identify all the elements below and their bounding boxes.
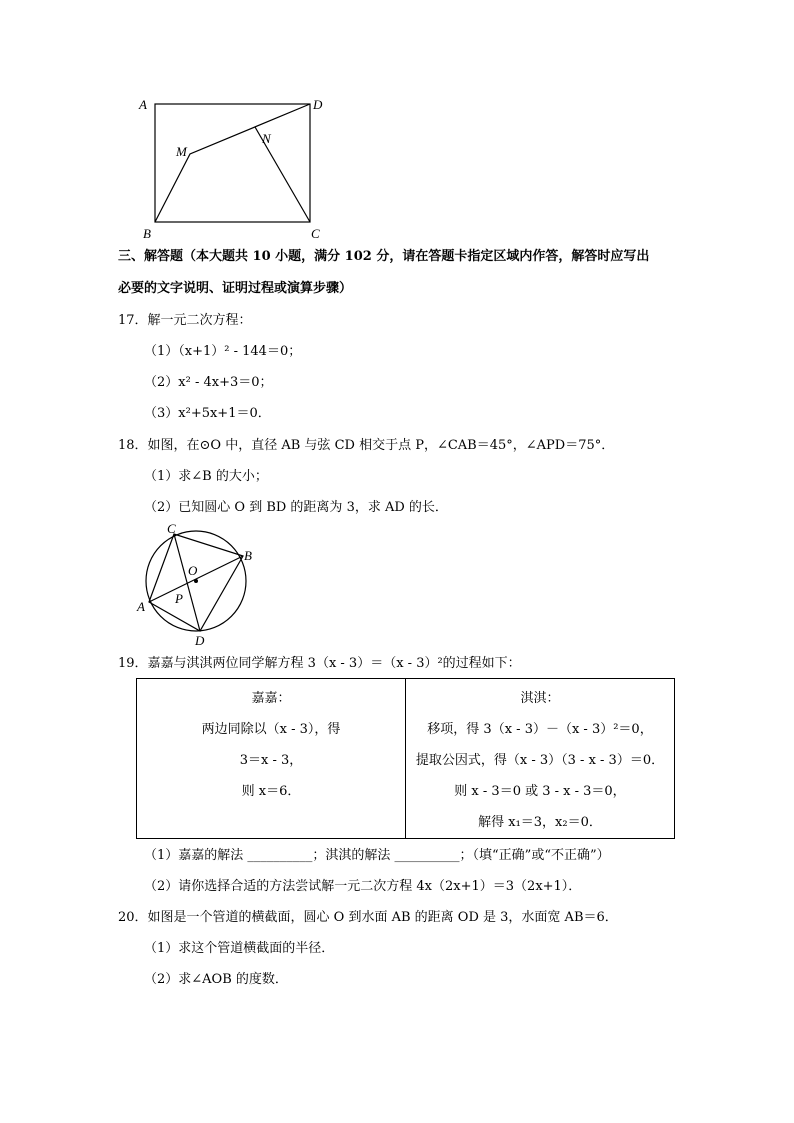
q18-part1: （1）求∠B 的大小； xyxy=(144,469,268,484)
q20-title: 20．如图是一个管道的横截面，圆心 O 到水面 AB 的距离 OD 是 3，水面宽 AB＝6． xyxy=(118,910,618,925)
q19-title: 19．嘉嘉与淇淇两位同学解方程 3（x - 3）＝（x - 3）²的过程如下： xyxy=(118,656,521,671)
rectangle-figure xyxy=(130,92,340,242)
q17-title: 17．解一元二次方程： xyxy=(118,313,252,328)
label-n: N xyxy=(262,131,271,146)
q19-part1: （1）嘉嘉的解法 __________；淇淇的解法 __________；（填“正确”或“不正确”） xyxy=(144,848,610,863)
qiqi-line-2: 提取公因式，得（x - 3）（3 - x - 3）＝0． xyxy=(415,753,665,768)
jiajia-line-0: 嘉嘉： xyxy=(251,691,291,706)
qiqi-line-0: 淇淇： xyxy=(520,691,560,706)
q18-part2: （2）已知圆心 O 到 BD 的距离为 3，求 AD 的长． xyxy=(144,500,448,515)
qiqi-line-4: 解得 x₁＝3，x₂＝0． xyxy=(478,815,602,830)
q17-part3: （3）x²+5x+1＝0． xyxy=(144,406,271,421)
q19-comparison-table xyxy=(136,678,675,839)
section-heading-line1: 三、解答题（本大题共 10 小题，满分 102 分，请在答题卡指定区域内作答，解答时应写出 xyxy=(118,249,650,264)
qiqi-line-1: 移项，得 3（x - 3）－（x - 3）²＝0， xyxy=(427,722,653,737)
section-heading-line2: 必要的文字说明、证明过程或演算步骤） xyxy=(118,281,353,296)
jiajia-line-3: 则 x＝6． xyxy=(241,784,301,799)
q20-part1: （1）求这个管道横截面的半径． xyxy=(144,941,335,956)
label-o-circle: O xyxy=(188,563,198,578)
rectangle-abcd xyxy=(155,104,310,222)
label-d-circle: D xyxy=(195,633,205,648)
circle-figure xyxy=(132,520,262,650)
jiajia-cell xyxy=(137,679,406,839)
label-b: B xyxy=(143,226,151,241)
label-d: D xyxy=(313,97,323,112)
label-a: A xyxy=(139,97,147,112)
jiajia-line-2: 3＝x - 3， xyxy=(239,753,303,768)
qiqi-line-3: 则 x - 3＝0 或 3 - x - 3＝0， xyxy=(454,784,626,799)
label-b-circle: B xyxy=(244,548,252,563)
label-p-circle: P xyxy=(175,591,183,606)
label-a-circle: A xyxy=(137,599,145,614)
center-point-o xyxy=(194,579,198,583)
label-c: C xyxy=(311,226,320,241)
q18-title: 18．如图，在⊙O 中，直径 AB 与弦 CD 相交于点 P，∠CAB＝45°，∠APD＝75°． xyxy=(118,438,615,453)
path-bmnc xyxy=(155,104,310,222)
label-m: M xyxy=(176,144,187,159)
jiajia-line-1: 两边同除以（x - 3），得 xyxy=(201,722,341,737)
q20-part2: （2）求∠AOB 的度数． xyxy=(144,972,288,987)
label-c-circle: C xyxy=(167,521,176,536)
q17-part1: （1）（x+1）² - 144＝0； xyxy=(144,344,302,359)
q17-part2: （2）x² - 4x+3＝0； xyxy=(144,375,273,390)
q19-part2: （2）请你选择合适的方法尝试解一元二次方程 4x（2x+1）＝3（2x+1）． xyxy=(144,879,582,894)
qiqi-cell xyxy=(406,679,675,839)
